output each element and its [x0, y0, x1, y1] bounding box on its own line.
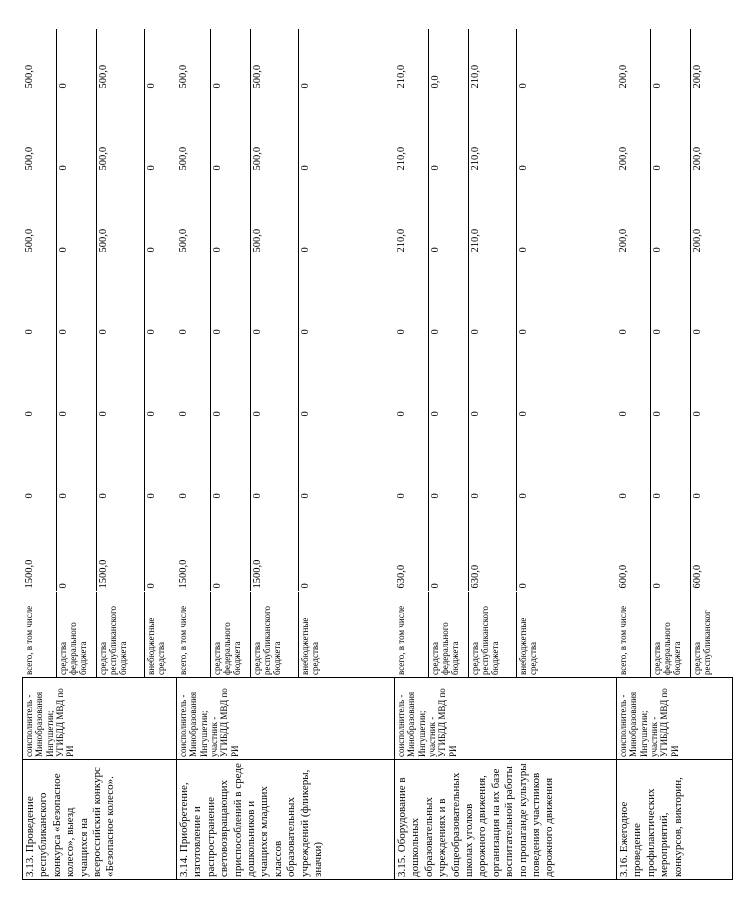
executor: соисполнитель - Минобразования Ингушетии; участник - УГИБДД МВД по РИ — [177, 678, 395, 760]
amount-cell — [177, 256, 395, 338]
amount-value: 0 — [517, 165, 529, 171]
amount-value: 0 — [97, 256, 145, 338]
funding-source-cell — [617, 592, 733, 678]
amount-cell — [617, 174, 733, 256]
amount-value: 500,0 — [97, 30, 145, 92]
amount-value: 0 — [651, 92, 691, 174]
amount-value: 0 — [651, 502, 691, 592]
amount-value: 0 — [691, 329, 703, 335]
activity-name: 3.13. Проведение республиканского конкурса «Безопасное колесо», выезд учащихся на всероссийский конкурс «Безопасное колесо». — [23, 760, 177, 880]
amount-value: 0 — [299, 165, 311, 171]
amount-value: 1500,0 — [251, 502, 299, 592]
amount-value: 0 — [617, 338, 651, 420]
amount-value: 0 — [517, 247, 529, 253]
amount-cell — [395, 502, 617, 592]
amount-value: 500,0 — [23, 174, 57, 256]
amount-value: 0 — [177, 338, 211, 420]
amount-value: 0 — [299, 493, 311, 499]
amount-value: 0 — [617, 256, 651, 338]
amount-cell — [617, 30, 733, 92]
amount-value: 500,0 — [97, 174, 145, 256]
amount-value: 500,0 — [251, 174, 299, 256]
amount-value: 200,0 — [691, 228, 703, 253]
amount-cell — [177, 92, 395, 174]
activity-name: 3.15. Оборудование в дошкольных образовательных учреждениях и в общеобразовательных школах уголков дорожного движения, организация на их базе воспитательной работы по пропаганде культуры поведения участников дорожного движения — [395, 760, 617, 880]
amount-cell — [23, 420, 177, 502]
amount-value: 0 — [23, 420, 57, 502]
amount-value: 0 — [429, 174, 469, 256]
funding-source: средства федерального бюджета — [211, 592, 251, 677]
amount-value: 0 — [517, 329, 529, 335]
amount-value: 0 — [469, 338, 517, 420]
funding-source: средства республиканского бюджета — [251, 592, 299, 677]
amount-value: 0 — [145, 83, 157, 89]
amount-value: 0 — [651, 30, 691, 92]
funding-source: внебюджетные средства — [299, 617, 320, 675]
amount-cell — [177, 174, 395, 256]
funding-source: внебюджетные средства — [517, 617, 538, 675]
amount-value: 0 — [299, 247, 311, 253]
amount-value: 0 — [517, 583, 529, 589]
amount-value: 0 — [299, 583, 311, 589]
funding-source-cell — [177, 592, 395, 678]
funding-source: средства федерального бюджета — [57, 592, 97, 677]
amount-cell — [395, 338, 617, 420]
amount-value: 600,0 — [691, 564, 703, 589]
amount-value: 0 — [617, 420, 651, 502]
amount-value: 210,0 — [395, 92, 429, 174]
amount-value: 0 — [211, 92, 251, 174]
amount-value: 0 — [429, 502, 469, 592]
amount-value: 210,0 — [469, 30, 517, 92]
amount-cell — [395, 420, 617, 502]
executor: соисполнитель - Минобразования Ингушетии; УГИБДД МВД по РИ — [23, 678, 177, 760]
amount-value: 0 — [469, 420, 517, 502]
table-row — [177, 30, 395, 880]
amount-cell — [617, 256, 733, 338]
amount-cell — [617, 338, 733, 420]
amount-value: 0 — [251, 338, 299, 420]
budget-table — [22, 29, 733, 880]
amount-cell — [23, 502, 177, 592]
amount-value: 500,0 — [23, 92, 57, 174]
amount-cell — [23, 256, 177, 338]
amount-cell — [23, 174, 177, 256]
amount-value: 0 — [299, 411, 311, 417]
activity-name: 3.14. Приобретение, изготовление и распространение световозвращающих приспособлений в среде дошкольников и учащихся младших классов образовательных учреждений (фликеры, значки) — [177, 760, 395, 880]
funding-source-cell — [395, 592, 617, 678]
amount-value: 0 — [145, 329, 157, 335]
funding-source: внебюджетные средства — [145, 617, 166, 675]
amount-value: 200,0 — [691, 146, 703, 171]
amount-value: 1500,0 — [23, 502, 57, 592]
amount-value: 0 — [651, 174, 691, 256]
amount-value: 0 — [211, 420, 251, 502]
amount-cell — [177, 338, 395, 420]
amount-value: 0 — [211, 30, 251, 92]
amount-value: 0 — [651, 338, 691, 420]
amount-cell — [177, 30, 395, 92]
funding-source: средства федерального бюджета — [651, 592, 691, 678]
amount-value: 630,0 — [469, 502, 517, 592]
amount-cell — [395, 30, 617, 92]
amount-value: 500,0 — [251, 92, 299, 174]
amount-value: 0 — [57, 30, 97, 92]
funding-source: всего, в том числе — [23, 592, 57, 677]
amount-value: 0 — [251, 420, 299, 502]
amount-cell — [177, 420, 395, 502]
amount-value: 0 — [23, 338, 57, 420]
amount-value: 0 — [299, 329, 311, 335]
amount-value: 200,0 — [617, 174, 651, 256]
amount-value: 0 — [651, 420, 691, 502]
table-row — [23, 30, 177, 880]
amount-value: 0 — [57, 92, 97, 174]
amount-value: 0 — [57, 174, 97, 256]
amount-value: 0 — [211, 256, 251, 338]
amount-value: 630,0 — [395, 502, 429, 592]
amount-value: 0 — [177, 420, 211, 502]
amount-value: 0 — [429, 420, 469, 502]
amount-value: 0 — [145, 411, 157, 417]
amount-value: 0 — [57, 502, 97, 592]
amount-value: 1500,0 — [177, 502, 211, 592]
amount-value: 210,0 — [395, 174, 429, 256]
funding-source-cell — [23, 592, 177, 678]
amount-value: 0 — [691, 493, 703, 499]
amount-value: 0 — [429, 92, 469, 174]
amount-value: 500,0 — [251, 30, 299, 92]
amount-value: 0 — [429, 256, 469, 338]
amount-value: 0 — [395, 256, 429, 338]
amount-value: 0 — [145, 247, 157, 253]
amount-cell — [617, 502, 733, 592]
amount-cell — [177, 502, 395, 592]
amount-value: 0 — [651, 256, 691, 338]
amount-value: 200,0 — [617, 92, 651, 174]
amount-value: 1500,0 — [97, 502, 145, 592]
funding-source: средства республиканского бюджета — [469, 592, 517, 677]
funding-source: средства республиканского бюджета — [97, 592, 145, 677]
amount-value: 0 — [469, 256, 517, 338]
amount-value: 500,0 — [177, 30, 211, 92]
amount-value: 0 — [57, 256, 97, 338]
amount-value: 0 — [429, 338, 469, 420]
amount-cell — [395, 174, 617, 256]
rotated-page — [22, 30, 712, 880]
amount-value: 500,0 — [23, 30, 57, 92]
funding-source: всего, в том числе — [617, 592, 651, 678]
amount-value: 0 — [211, 502, 251, 592]
amount-value: 0 — [97, 338, 145, 420]
amount-value: 0 — [251, 256, 299, 338]
amount-value: 0 — [57, 338, 97, 420]
amount-value: 0 — [395, 338, 429, 420]
amount-value: 0 — [299, 83, 311, 89]
amount-value: 210,0 — [469, 92, 517, 174]
amount-value: 0 — [395, 420, 429, 502]
amount-value: 500,0 — [177, 174, 211, 256]
amount-value: 200,0 — [691, 64, 703, 89]
amount-value: 200,0 — [617, 30, 651, 92]
activity-name: 3.16. Ежегодное проведение профилактических мероприятий, конкурсов, викторин, — [617, 760, 733, 880]
amount-cell — [23, 338, 177, 420]
amount-value: 500,0 — [177, 92, 211, 174]
amount-value: 0 — [211, 338, 251, 420]
amount-cell — [617, 420, 733, 502]
amount-cell — [23, 92, 177, 174]
funding-source: всего, в том числе — [177, 592, 211, 677]
table-row — [617, 30, 733, 880]
amount-cell — [395, 256, 617, 338]
amount-value: 0 — [517, 411, 529, 417]
executor: соисполнитель - Минобразования Ингушетии; участник - УГИБДД МВД по РИ — [395, 678, 617, 760]
amount-value: 0 — [97, 420, 145, 502]
amount-cell — [23, 30, 177, 92]
amount-value: 0 — [211, 174, 251, 256]
funding-source: всего, в том числе — [395, 592, 429, 677]
funding-source: средства республиканског — [691, 610, 712, 675]
amount-cell — [617, 92, 733, 174]
amount-value: 210,0 — [469, 174, 517, 256]
amount-value: 0,0 — [429, 30, 469, 92]
amount-value: 0 — [691, 411, 703, 417]
amount-cell — [395, 92, 617, 174]
amount-value: 0 — [145, 493, 157, 499]
amount-value: 0 — [517, 83, 529, 89]
amount-value: 0 — [57, 420, 97, 502]
funding-source: средства федерального бюджета — [429, 592, 469, 677]
amount-value: 0 — [145, 165, 157, 171]
table-row — [395, 30, 617, 880]
amount-value: 600,0 — [617, 502, 651, 592]
amount-value: 0 — [517, 493, 529, 499]
amount-value: 0 — [23, 256, 57, 338]
amount-value: 0 — [145, 583, 157, 589]
executor: соисполнитель - Минобразования Ингушетии; участник - УГИБДД МВД по РИ — [617, 678, 733, 760]
amount-value: 0 — [177, 256, 211, 338]
amount-value: 210,0 — [395, 30, 429, 92]
amount-value: 500,0 — [97, 92, 145, 174]
